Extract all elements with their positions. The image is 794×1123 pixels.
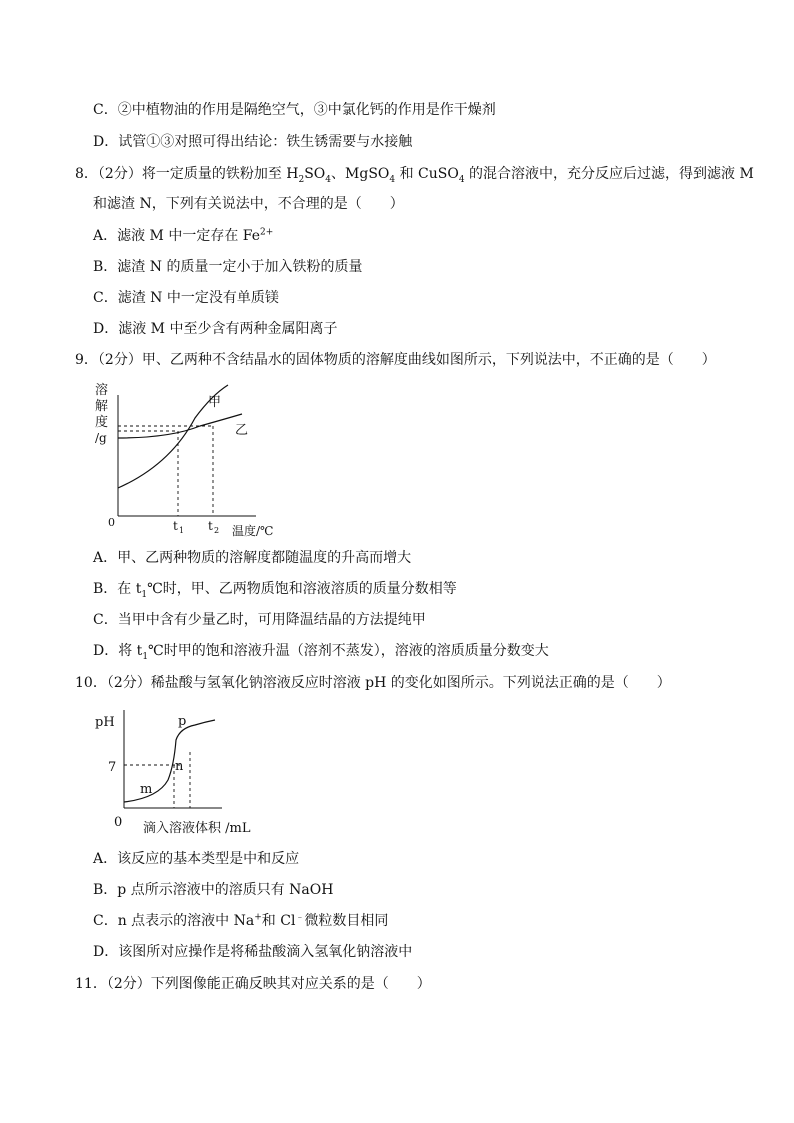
point-m-label: m xyxy=(140,782,153,797)
solubility-xlabel: 温度/℃ xyxy=(232,524,274,538)
q9-stem: 9．（2分）甲、乙两种不含结晶水的固体物质的溶解度曲线如图所示，下列说法中，不正确的是（ ） xyxy=(75,352,716,368)
solubility-ylabel-3: 度 xyxy=(95,415,109,430)
q8-option-d: D．滤液 M 中至少含有两种金属阳离子 xyxy=(93,321,338,337)
t1-sub: 1 xyxy=(179,526,185,535)
point-p-label: p xyxy=(178,714,187,729)
q7-option-d: D．试管①③对照可得出结论：铁生锈需要与水接触 xyxy=(93,134,413,150)
solubility-ylabel-4: /g xyxy=(95,431,107,445)
q10-option-b: B．p 点所示溶液中的溶质只有 NaOH xyxy=(93,882,334,898)
q8-stem-cont: 和滤渣 N，下列有关说法中，不合理的是（ ） xyxy=(93,196,404,212)
curve-jia xyxy=(118,385,228,488)
solubility-ylabel-2: 解 xyxy=(95,399,109,414)
q11-stem: 11．（2分）下列图像能正确反映其对应关系的是（ ） xyxy=(75,976,431,992)
ph-xlabel: 滴入溶液体积 /mL xyxy=(143,821,251,836)
solubility-origin: 0 xyxy=(108,516,115,529)
q9-option-d: D．将 $t_1℃$时甲的饱和溶液升温（溶剂不蒸发），溶液的溶质质量分数变大 xyxy=(93,643,549,662)
q8-stem: 8．（2分）将一定质量的铁粉加至 $H_2SO_4$、MgSO$_4$ 和 CuSO$_4$ 的混合溶液中，充分反应后过滤，得到滤液 M xyxy=(75,166,754,185)
q10-option-a: A．该反应的基本类型是中和反应 xyxy=(93,851,300,867)
q9-option-b: B．在 $t_1℃$时，甲、乙两物质饱和溶液溶质的质量分数相等 xyxy=(93,581,457,600)
q10-option-c: C．n 点表示的溶液中 Na+和 Cl﹣微粒数目相同 xyxy=(93,912,389,929)
curve-yi-label: 乙 xyxy=(235,423,249,438)
point-n-label: n xyxy=(175,759,184,774)
curve-yi xyxy=(118,414,242,438)
q9-option-a: A．甲、乙两种物质的溶解度都随温度的升高而增大 xyxy=(93,550,412,566)
solubility-ylabel-1: 溶 xyxy=(95,383,109,398)
q7-option-c: C．②中植物油的作用是隔绝空气，③中氯化钙的作用是作干燥剂 xyxy=(93,102,496,118)
ph-ylabel: pH xyxy=(95,715,115,730)
q9-option-c: C．当甲中含有少量乙时，可用降温结晶的方法提纯甲 xyxy=(93,612,426,628)
q10-option-d: D．该图所对应操作是将稀盐酸滴入氢氧化钠溶液中 xyxy=(93,944,413,960)
t1-label: t xyxy=(173,519,178,533)
t2-sub: 2 xyxy=(214,526,220,535)
ph-7-label: 7 xyxy=(108,760,117,775)
q8-option-b: B．滤渣 N 的质量一定小于加入铁粉的质量 xyxy=(93,259,363,275)
q8-option-a: A．滤液 M 中一定存在 $Fe^{2+}$ xyxy=(93,227,274,244)
t2-label: t xyxy=(208,519,213,533)
ph-curve xyxy=(124,720,215,802)
curve-jia-label: 甲 xyxy=(208,395,222,410)
q8-option-c: C．滤渣 N 中一定没有单质镁 xyxy=(93,290,279,306)
ph-origin: 0 xyxy=(114,815,123,830)
q10-stem: 10．（2分）稀盐酸与氢氧化钠溶液反应时溶液 pH 的变化如图所示。下列说法正确的是（ ） xyxy=(75,675,671,691)
